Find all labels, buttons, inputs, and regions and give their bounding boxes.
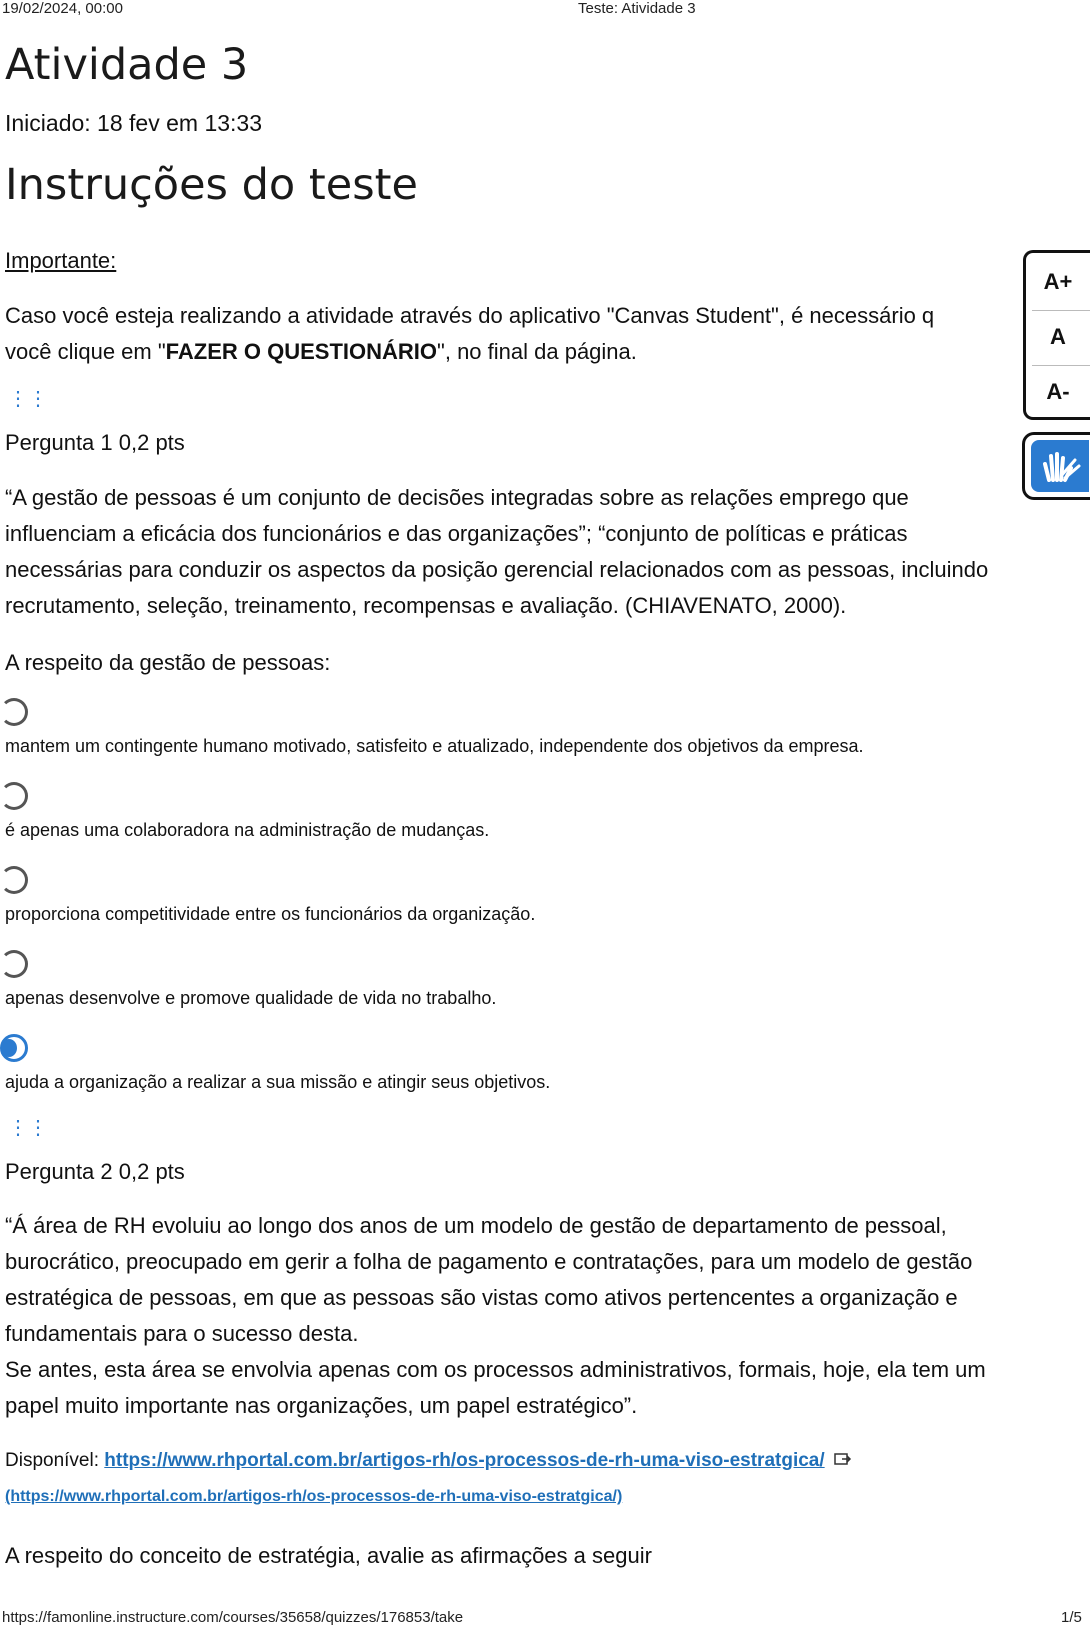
- question-2-line: papel muito importante nas organizações, um papel estratégico”.: [5, 1393, 638, 1418]
- radio-option-2[interactable]: [0, 782, 28, 810]
- source-label: Disponível:: [5, 1450, 105, 1472]
- question-2-line: estratégica de pessoas, em que as pessoas são vistas como ativos pertencentes a organização e: [5, 1285, 958, 1310]
- print-page-number: 1/5: [1061, 1609, 1082, 1626]
- question-2-prompt: A respeito do conceito de estratégia, avalie as afirmações a seguir: [5, 1543, 652, 1568]
- question-1-line: influenciam a eficácia dos funcionários e das organizações”; “conjunto de políticas e práticas: [5, 521, 908, 546]
- important-label: Importante:: [5, 248, 117, 273]
- instructions-text: [5, 298, 1085, 370]
- question-2-line: “Á área de RH evoluiu ao longo dos anos de um modelo de gestão de departamento de pessoal,: [5, 1213, 947, 1238]
- font-decrease-button[interactable]: A-: [1046, 379, 1070, 404]
- question-1-line: “A gestão de pessoas é um conjunto de decisões integradas sobre as relações emprego que: [5, 485, 909, 510]
- font-increase-button[interactable]: A+: [1043, 269, 1073, 294]
- question-2-text: [5, 1208, 1085, 1424]
- instructions-line-2-post: ", no final da página.: [437, 339, 637, 364]
- font-size-panel: [1023, 250, 1090, 420]
- question-2-header: Pergunta 2 0,2 pts: [5, 1159, 185, 1184]
- option-3-label[interactable]: proporciona competitividade entre os funcionários da organização.: [5, 904, 536, 924]
- option-5-label[interactable]: ajuda a organização a realizar a sua missão e atingir seus objetivos.: [5, 1072, 551, 1092]
- page-title: Atividade 3: [5, 40, 249, 90]
- source-citation: [5, 1450, 852, 1472]
- question-2-line: burocrático, preocupado em gerir a folha de pagamento e contratações, para um modelo de gestão: [5, 1249, 973, 1274]
- radio-option-1[interactable]: [0, 698, 28, 726]
- instructions-line-2: [5, 334, 1085, 370]
- drag-handle-icon[interactable]: ⋮⋮: [8, 388, 48, 410]
- external-link-icon: [834, 1450, 852, 1472]
- font-normal-button[interactable]: A: [1050, 324, 1066, 349]
- print-url: https://famonline.instructure.com/courses/35658/quizzes/176853/take: [2, 1609, 464, 1626]
- radio-option-3[interactable]: [0, 866, 28, 894]
- instructions-heading: Instruções do teste: [5, 160, 418, 210]
- question-1-prompt: A respeito da gestão de pessoas:: [5, 650, 331, 675]
- option-2-label[interactable]: é apenas uma colaboradora na administração de mudanças.: [5, 820, 490, 840]
- take-quiz-emphasis: FAZER O QUESTIONÁRIO: [165, 339, 438, 364]
- print-title: Teste: Atividade 3: [578, 0, 696, 17]
- source-link[interactable]: https://www.rhportal.com.br/artigos-rh/os-processos-de-rh-uma-viso-estratgica/: [104, 1450, 825, 1472]
- question-1-line: necessárias para conduzir os aspectos da posição gerencial relacionados com as pessoas, incluindo: [5, 557, 989, 582]
- instructions-line-2-pre: você clique em ": [5, 339, 166, 364]
- option-1-label[interactable]: mantem um contingente humano motivado, satisfeito e atualizado, independente dos objetivos da empresa.: [5, 736, 864, 756]
- print-date: 19/02/2024, 00:00: [2, 0, 123, 17]
- question-2-line: Se antes, esta área se envolvia apenas com os processos administrativos, formais, hoje, ela tem um: [5, 1357, 986, 1382]
- drag-handle-icon[interactable]: ⋮⋮: [8, 1117, 48, 1139]
- question-1-line: recrutamento, seleção, treinamento, recompensas e avaliação. (CHIAVENATO, 2000).: [5, 593, 847, 618]
- question-1-header: Pergunta 1 0,2 pts: [5, 430, 185, 455]
- source-link-parenthetical[interactable]: (https://www.rhportal.com.br/artigos-rh/os-processos-de-rh-uma-viso-estratgica/): [5, 1488, 623, 1505]
- question-2-line: fundamentais para o sucesso desta.: [5, 1321, 359, 1346]
- started-time: Iniciado: 18 fev em 13:33: [5, 110, 262, 136]
- option-4-label[interactable]: apenas desenvolve e promove qualidade de vida no trabalho.: [5, 988, 497, 1008]
- instructions-line-1: Caso você esteja realizando a atividade através do aplicativo "Canvas Student", é necessário q: [5, 303, 935, 328]
- question-1-text: [5, 480, 1085, 624]
- radio-option-4[interactable]: [0, 950, 28, 978]
- radio-option-5-selected[interactable]: [0, 1034, 28, 1062]
